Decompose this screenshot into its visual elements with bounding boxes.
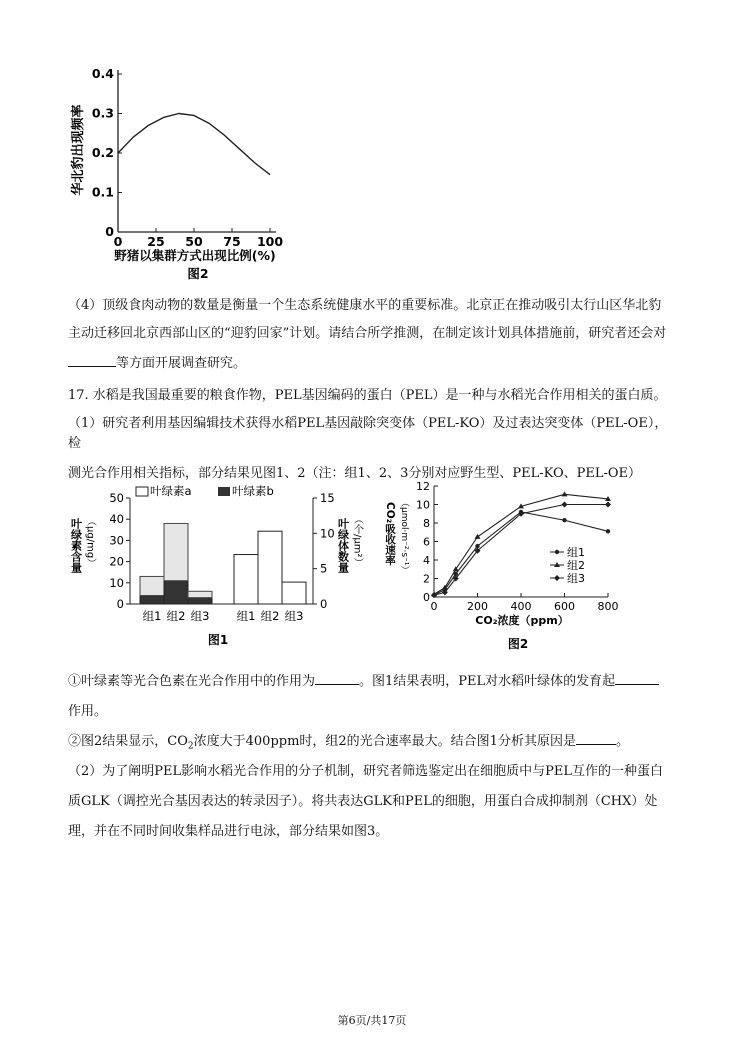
left-tick-label: 30 xyxy=(109,533,124,548)
right-tick-label: 10 xyxy=(320,526,335,541)
data-point xyxy=(475,544,479,548)
right-tick-label: 15 xyxy=(320,491,335,505)
q17-s1 xyxy=(68,670,680,692)
y-tick-label: 0 xyxy=(105,224,114,239)
fig2-xlabel: CO₂浓度（ppm） xyxy=(475,614,569,627)
question-17-1-sub1 xyxy=(68,670,680,722)
left-tick-label: 0 xyxy=(116,597,124,611)
y-tick-label: 4 xyxy=(423,554,430,567)
q16-line3-text: 等方面开展调查研究。 xyxy=(116,356,247,371)
y-tick-label: 2 xyxy=(423,572,430,586)
fig2-caption: 图2 xyxy=(507,637,529,651)
leopard-chart-xlabel: 野猪以集群方式出现比例(%) xyxy=(114,248,276,263)
q17-s1-end: 作用。 xyxy=(68,704,108,719)
bar-chlorophyll-b xyxy=(140,596,164,604)
q17-s2-before: ②图2结果显示，CO xyxy=(68,734,188,749)
bar-chloroplast-count xyxy=(282,582,306,604)
y-tick-label: 12 xyxy=(416,480,430,493)
data-point xyxy=(475,534,481,539)
data-point xyxy=(562,502,568,508)
group-label: 组2 xyxy=(166,609,186,623)
bar-chloroplast-count xyxy=(234,555,258,604)
legend-label: 组1 xyxy=(567,546,585,559)
leopard-chart-caption: 图2 xyxy=(187,266,209,281)
fig1-right-ylabel: 叶绿体数量 xyxy=(336,518,350,573)
q17-p2-line2: 质GLK（调控光合基因表达的转录因子）。将共表达GLK和PEL的细胞，用蛋白合成抑制剂（CHX）处 xyxy=(68,794,658,809)
left-tick-label: 10 xyxy=(109,575,124,590)
q16-line1: （4）顶级食肉动物的数量是衡量一个生态系统健康水平的重要标准。北京正在推动吸引太行山区华北豹 xyxy=(68,298,662,313)
fig1-left-yunit: （μg/mg） xyxy=(84,516,96,569)
y-tick-label: 8 xyxy=(423,517,430,530)
y-tick-label: 0.4 xyxy=(91,66,114,81)
fig1-right-yunit: （个/μm²） xyxy=(351,514,363,568)
left-tick-label: 50 xyxy=(109,491,124,505)
chlorophyll-bar-chart xyxy=(68,478,368,653)
legend-chlorophyll-a: 叶绿素a xyxy=(150,484,192,498)
bar-chlorophyll-b xyxy=(188,598,212,604)
x-tick-label: 400 xyxy=(510,600,532,613)
q17-s1-before: ①叶绿素等光合色素在光合作用中的作用为 xyxy=(68,674,316,689)
question-17-1-sub2 xyxy=(68,730,680,757)
y-tick-label: 6 xyxy=(423,535,430,549)
group-label: 组1 xyxy=(142,609,162,623)
frequency-curve xyxy=(118,114,270,175)
question-17-intro xyxy=(68,386,680,406)
legend-chlorophyll-b-swatch xyxy=(218,487,230,496)
answer-blank[interactable] xyxy=(615,670,659,685)
data-point xyxy=(562,518,566,522)
x-tick-label: 200 xyxy=(467,600,488,613)
bar-chlorophyll-a xyxy=(140,576,164,595)
q17-s2-mid: 浓度大于400ppm时，组2的光合速率最大。结合图1分析其原因是 xyxy=(193,734,576,749)
fig2-yunit: （μmol·m⁻²·s⁻¹） xyxy=(399,498,409,575)
y-tick-label: 0.2 xyxy=(91,145,114,160)
x-tick-label: 0 xyxy=(113,234,123,249)
co2-uptake-line-chart xyxy=(380,472,680,657)
y-tick-label: 0.1 xyxy=(91,184,114,200)
left-tick-label: 20 xyxy=(109,554,124,569)
q17-intro: 17. 水稻是我国最重要的粮食作物，PEL基因编码的蛋白（PEL）是一种与水稻光合作用相关的蛋白质。 xyxy=(68,388,667,403)
leopard-chart-ylabel: 华北豹出现频率 xyxy=(71,104,86,196)
legend-chlorophyll-b: 叶绿素b xyxy=(232,484,274,498)
fig1-left-ylabel: 叶绿素含量 xyxy=(69,518,83,573)
data-point xyxy=(605,502,611,508)
right-tick-label: 5 xyxy=(320,561,328,576)
q17-s2-sub: 2 xyxy=(187,741,194,752)
right-tick-label: 0 xyxy=(320,597,328,611)
answer-blank[interactable] xyxy=(315,670,359,685)
group-label: 组3 xyxy=(190,609,210,623)
answer-blank[interactable] xyxy=(576,730,616,745)
left-tick-label: 40 xyxy=(109,512,124,527)
x-tick-label: 600 xyxy=(554,600,575,613)
page-footer: 第6页/共17页 xyxy=(337,1014,407,1027)
legend-label: 组2 xyxy=(567,559,585,572)
q17-p2-line1: （2）为了阐明PEL影响水稻光合作用的分子机制，研究者筛选鉴定出在细胞质中与PEL互作的一种蛋白 xyxy=(68,764,664,779)
answer-blank[interactable] xyxy=(68,352,116,367)
q17-s2-end: 。 xyxy=(615,734,629,749)
x-tick-label: 25 xyxy=(147,234,165,249)
leopard-frequency-chart xyxy=(60,60,310,290)
x-tick-label: 50 xyxy=(185,234,203,249)
q17-p2-line3: 理，并在不同时间收集样品进行电泳，部分结果如图3。 xyxy=(68,824,389,839)
group-label: 组1 xyxy=(236,609,256,623)
legend-chlorophyll-a-swatch xyxy=(136,487,148,496)
legend-marker xyxy=(554,575,560,581)
x-tick-label: 800 xyxy=(597,600,619,613)
bar-chlorophyll-a xyxy=(164,523,188,580)
y-tick-label: 10 xyxy=(416,498,430,512)
group-label: 组3 xyxy=(284,609,304,623)
q16-line2: 主动迁移回北京西部山区的“迎豹回家”计划。请结合所学推测，在制定该计划具体措施前，研究者还会对 xyxy=(68,326,667,341)
legend-marker xyxy=(555,550,559,554)
question-16-4 xyxy=(68,296,680,374)
bar-chlorophyll-b xyxy=(164,581,188,604)
legend-label: 组3 xyxy=(567,572,585,585)
bar-chloroplast-count xyxy=(258,531,282,604)
data-point xyxy=(562,491,568,496)
y-tick-label: 0.3 xyxy=(91,105,114,121)
group-label: 组2 xyxy=(260,609,280,623)
q17-s1-mid: 。图1结果表明，PEL对水稻叶绿体的发育起 xyxy=(359,674,616,689)
q17-p1-line1: （1）研究者利用基因编辑技术获得水稻PEL基因敲除突变体（PEL-KO）及过表达突变体（PEL-OE），检 xyxy=(68,416,668,451)
x-tick-label: 0 xyxy=(430,600,438,613)
fig1-caption: 图1 xyxy=(207,633,229,647)
data-point xyxy=(606,529,610,533)
question-17-2 xyxy=(68,762,680,842)
q16-line3 xyxy=(68,352,680,374)
bar-chlorophyll-a xyxy=(188,591,212,597)
q17-p1-line2: 测光合作用相关指标，部分结果见图1、2（注：组1、2、3分别对应野生型、PEL-KO、PEL-OE） xyxy=(68,466,642,481)
fig2-ylabel: CO₂吸收速率 xyxy=(384,502,396,566)
x-tick-label: 100 xyxy=(256,234,284,249)
x-tick-label: 75 xyxy=(223,234,241,249)
q17-s2 xyxy=(68,730,680,757)
y-tick-label: 0 xyxy=(423,591,430,604)
